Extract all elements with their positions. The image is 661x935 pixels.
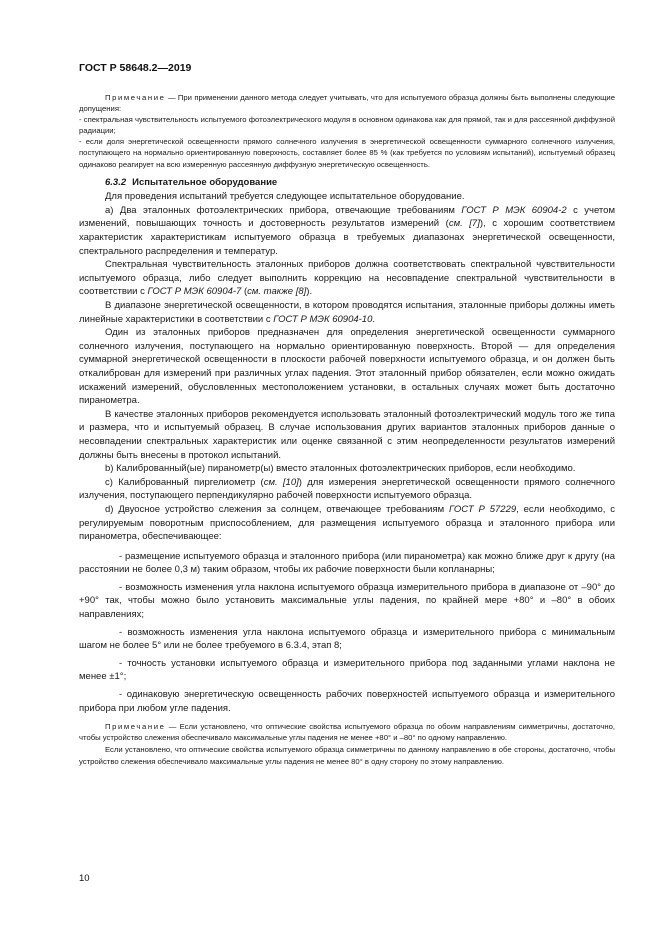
list-item: - возможность изменения угла наклона испытуемого образца измерительного прибора в диапазоне от –90° до +90° так, чтобы можно было установить максимальные углы падения, по крайней мере +80° и –80° в обоих направлениях;	[79, 581, 615, 621]
list-item: - одинаковую энергетическую освещенность рабочих поверхностей испытуемого образца и измерительного прибора при любом угле падения.	[79, 689, 615, 714]
paragraph-intro: Для проведения испытаний требуется следующее испытательное оборудование.	[105, 191, 465, 203]
list-item: - точность установки испытуемого образца и измерительного прибора под заданными углами наклона не менее ±1°;	[79, 657, 615, 683]
text-run: ), с хорошим соответствием характеристик характеристикам испытуемого образца в требуемых диапазонах энергетической освещенности, спектрального распределения и температур.	[79, 218, 615, 257]
text-run: .	[372, 313, 376, 325]
paragraph-d	[79, 503, 615, 544]
page-content	[79, 92, 615, 767]
note-2-continuation: Если установлено, что оптические свойства испытуемого образца симметричны по данному направлению в обе стороны, достаточно, чтобы устройство слежения обеспечивало максимальные углы падения не менее 80° в одну сторону по этому направлению.	[79, 745, 615, 766]
document-header: ГОСТ Р 58648.2—2019	[79, 62, 192, 74]
text-run: (	[241, 286, 248, 298]
text-run: В диапазоне энергетической освещенности, в котором проводятся испытания, эталонные приборы должны иметь линейные характеристики в соответствии с	[79, 300, 615, 325]
note-1	[79, 92, 615, 114]
paragraph-c	[79, 476, 615, 503]
note-1-item-1: - спектральная чувствительность испытуемого фотоэлектрического модуля в основном одинакова как для прямой, так и для рассеянной диффузной радиации;	[79, 115, 615, 136]
note-1-item-2: - если доля энергетической освещенности прямого солнечного излучения в энергетической освещенности суммарного солнечного излучения, поступающего на нормально ориентированную поверхность, составляет более 85 % (как требуется по условиям испытаний), испытуемый образец одинаково реагирует на всю измеренную рассеянную диффузную энергетическую освещенность.	[79, 137, 615, 169]
paragraph-recommendation: В качестве эталонных приборов рекомендуется использовать эталонный фотоэлектрический модуль того же типа и размера, что и испытуемый образец. В случае использования других вариантов эталонных приборов данные о несовпадении спектральных характеристик или оценке связанной с этим неопределенности результатов измерений должны быть внесены в протокол испытаний.	[79, 408, 615, 461]
text-run: ).	[306, 286, 313, 298]
section-number: 6.3.2	[105, 176, 127, 188]
standard-reference: ГОСТ Р 57229	[449, 503, 517, 515]
standard-reference: ГОСТ Р МЭК 60904-2	[461, 204, 567, 216]
text-run: а) Два эталонных фотоэлектрических прибора, отвечающие требованиям	[105, 204, 462, 216]
text-run: с учетом изменений, повышающих точность и достоверность результатов измерений (	[79, 204, 615, 230]
paragraph-b: b) Калиброванный(ые) пиранометр(ы) вместо эталонных фотоэлектрических приборов, если необходимо.	[105, 463, 576, 475]
standard-reference: ГОСТ Р МЭК 60904-10	[273, 313, 373, 325]
paragraph-a	[79, 204, 615, 258]
note-text: — Если установлено, что оптические свойства испытуемого образца по обоим направлениям симметричны, достаточно, чтобы устройство слежения обеспечивало максимальные углы падения не менее +80° и –80° по одному направлению.	[79, 722, 615, 743]
note-label: Примечание	[105, 722, 166, 732]
text-run: ) для измерения энергетической освещенности прямого солнечного излучения, поступающего перпендикулярно рабочей поверхности испытуемого образца.	[79, 476, 616, 502]
requirements-list	[79, 550, 615, 716]
paragraph-reference-devices: Один из эталонных приборов предназначен для определения энергетической освещенности суммарного солнечного излучения, поступающего на нормально ориентированную поверхность. Второй — для определения суммарной энергетической освещенности в плоскости рабочей поверхности испытуемого образца, и он должен быть откалиброван для измерений при различных углах падения. Этот эталонный прибор обязателен, если можно ожидать искажений измерений, обусловленных местоположением установки, в остальных случаях может быть достаточно пиранометра.	[79, 327, 615, 407]
list-item: - возможность изменения угла наклона испытуемого образца и измерительного прибора с минимальным шагом не более 5° или не более требуемого в 6.3.4, этап 8;	[79, 626, 615, 652]
paragraph-range	[79, 299, 615, 326]
note-2	[79, 721, 615, 743]
standard-reference: ГОСТ Р МЭК 60904-7	[147, 286, 242, 298]
text-run: с) Калиброванный пиргелиометр (	[105, 476, 264, 488]
text-run: , если необходимо, с регулируемым поворотным приспособлением, для размещения испытуемого образца и эталонного прибора или пиранометра, обеспечивающее:	[79, 503, 615, 543]
bibliography-reference: см. [7]	[448, 218, 480, 230]
page-number: 10	[79, 873, 90, 884]
paragraph-spectral	[79, 258, 615, 299]
note-text: — При применении данного метода следует учитывать, что для испытуемого образца должны быть выполнены следующие допущения:	[79, 93, 615, 114]
text-run: d) Двуосное устройство слежения за солнцем, отвечающее требованиям	[105, 503, 450, 515]
note-label: Примечание	[105, 93, 166, 102]
section-heading	[79, 176, 615, 190]
text-run: Спектральная чувствительность эталонных приборов должна соответствовать спектральной чувствительности испытуемого образца, либо следует выполнить коррекцию на несовпадение спектральной чувствительности в соответствии с	[79, 259, 615, 298]
bibliography-reference: см. также [8]	[247, 286, 307, 298]
bibliography-reference: см. [10]	[263, 476, 299, 488]
section-title: Испытательное оборудование	[132, 176, 278, 188]
list-item: - размещение испытуемого образца и эталонного прибора (или пиранометра) как можно ближе друг к другу (на расстоянии не более 0,3 м) таким образом, чтобы их рабочие поверхности были копланарны;	[79, 550, 615, 576]
